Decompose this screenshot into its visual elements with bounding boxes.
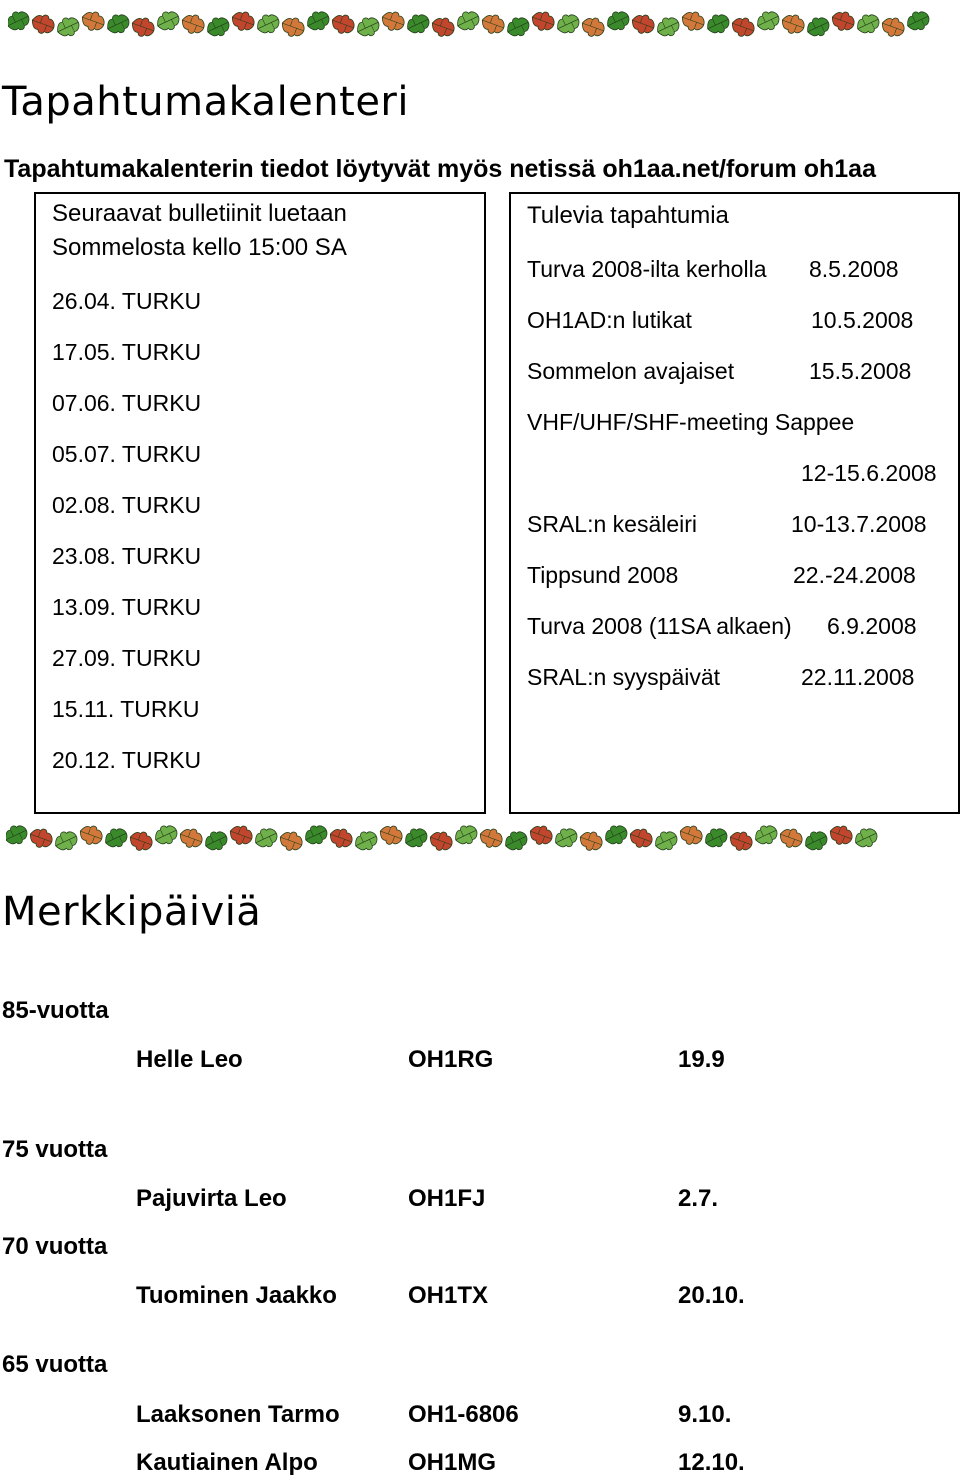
leaf-icon <box>704 11 733 38</box>
event-date: 8.5.2008 <box>809 256 899 282</box>
bulletin-item: 02.08. TURKU <box>52 492 202 518</box>
leaf-icon <box>377 822 405 848</box>
event-name: Turva 2008-ilta kerholla <box>527 256 767 282</box>
bulletin-item: 13.09. TURKU <box>52 594 202 620</box>
bulletin-item: 20.12. TURKU <box>52 747 202 773</box>
leaf-icon <box>102 825 131 852</box>
leaf-icon <box>179 11 207 37</box>
leaf-icon <box>379 8 407 34</box>
leaf-icon <box>129 14 157 40</box>
event-name: Turva 2008 (11SA alkaen) <box>527 613 792 639</box>
age-group-label: 65 vuotta <box>2 1351 108 1378</box>
anniversaries-title: Merkkipäiviä <box>2 889 262 935</box>
person-date: 19.9 <box>678 1046 725 1073</box>
leaf-icon <box>27 825 55 851</box>
leaf-icon <box>54 14 83 41</box>
age-group-label: 75 vuotta <box>2 1136 108 1163</box>
leaf-icon <box>702 825 731 852</box>
event-name: Tippsund 2008 <box>527 562 679 588</box>
leaf-border-top <box>8 4 936 44</box>
bulletin-box <box>34 192 486 814</box>
leaf-icon <box>6 822 30 849</box>
person-date: 12.10. <box>678 1449 745 1476</box>
leaf-icon <box>104 11 133 38</box>
leaf-icon <box>829 8 857 34</box>
leaf-icon <box>202 828 231 855</box>
event-name: VHF/UHF/SHF-meeting Sappee <box>527 409 855 435</box>
leaf-icon <box>604 8 633 35</box>
bulletin-item: 07.06. TURKU <box>52 390 202 416</box>
leaf-icon <box>654 14 683 41</box>
leaf-icon <box>577 828 605 854</box>
leaf-icon <box>904 8 933 35</box>
person-name: Helle Leo <box>136 1046 243 1073</box>
leaf-icon <box>502 828 531 855</box>
person-name: Tuominen Jaakko <box>136 1282 337 1309</box>
leaf-icon <box>127 828 155 854</box>
leaf-icon <box>429 14 457 40</box>
leaf-icon <box>427 828 455 854</box>
leaf-icon <box>479 11 507 37</box>
leaf-icon <box>602 822 631 849</box>
person-callsign: OH1-6806 <box>408 1401 519 1428</box>
leaf-icon <box>627 825 655 851</box>
leaf-icon <box>827 822 855 848</box>
leaf-icon <box>302 822 331 849</box>
leaf-icon <box>652 828 681 855</box>
event-date: 10.5.2008 <box>811 307 914 333</box>
leaf-border-divider <box>6 820 886 856</box>
page-title: Tapahtumakalenteri <box>2 79 409 125</box>
leaf-icon <box>727 828 755 854</box>
event-name: SRAL:n syyspäivät <box>527 664 721 690</box>
age-group-label: 85-vuotta <box>2 997 109 1024</box>
leaf-icon <box>352 828 381 855</box>
leaf-icon <box>852 825 881 852</box>
upcoming-heading: Tulevia tapahtumia <box>527 202 729 229</box>
leaf-icon <box>329 11 357 37</box>
event-date: 22.-24.2008 <box>793 562 916 588</box>
leaf-icon <box>452 822 481 849</box>
leaf-icon <box>327 825 355 851</box>
leaf-icon <box>754 8 783 35</box>
leaf-icon <box>477 825 505 851</box>
event-name: Sommelon avajaiset <box>527 358 735 384</box>
person-name: Pajuvirta Leo <box>136 1185 287 1212</box>
person-name: Kautiainen Alpo <box>136 1449 318 1476</box>
leaf-icon <box>527 822 555 848</box>
leaf-icon <box>402 825 431 852</box>
leaf-icon <box>52 828 81 855</box>
leaf-icon <box>579 14 607 40</box>
leaf-icon <box>552 825 581 852</box>
bulletin-heading-line1: Seuraavat bulletiinit luetaan <box>52 200 347 227</box>
event-date: 10-13.7.2008 <box>791 511 927 537</box>
event-date: 12-15.6.2008 <box>801 460 937 486</box>
person-date: 20.10. <box>678 1282 745 1309</box>
bulletin-item: 27.09. TURKU <box>52 645 202 671</box>
leaf-icon <box>777 825 805 851</box>
leaf-icon <box>404 11 433 38</box>
leaf-icon <box>152 822 181 849</box>
bulletin-item: 15.11. TURKU <box>52 696 200 722</box>
leaf-icon <box>204 14 233 41</box>
person-date: 2.7. <box>678 1185 719 1212</box>
leaf-icon <box>79 8 107 34</box>
person-callsign: OH1FJ <box>408 1185 486 1212</box>
leaf-icon <box>802 828 831 855</box>
leaf-icon <box>677 822 705 848</box>
bulletin-item: 05.07. TURKU <box>52 441 202 467</box>
leaf-icon <box>354 14 383 41</box>
leaf-icon <box>252 825 281 852</box>
leaf-icon <box>804 14 833 41</box>
bulletin-item: 17.05. TURKU <box>52 339 202 365</box>
event-date: 22.11.2008 <box>801 664 915 690</box>
leaf-icon <box>29 11 57 37</box>
leaf-icon <box>177 825 205 851</box>
person-callsign: OH1TX <box>408 1282 489 1309</box>
leaf-icon <box>554 11 583 38</box>
leaf-icon <box>879 14 907 40</box>
leaf-icon <box>154 8 183 35</box>
leaf-icon <box>279 14 307 40</box>
leaf-icon <box>629 11 657 37</box>
bulletin-heading-line2: Sommelosta kello 15:00 SA <box>52 234 347 261</box>
event-date: 6.9.2008 <box>827 613 917 639</box>
leaf-icon <box>8 8 32 35</box>
event-name: OH1AD:n lutikat <box>527 307 692 333</box>
leaf-icon <box>254 11 283 38</box>
leaf-icon <box>752 822 781 849</box>
leaf-icon <box>529 8 557 34</box>
leaf-icon <box>77 822 105 848</box>
leaf-icon <box>729 14 757 40</box>
leaf-icon <box>679 8 707 34</box>
leaf-icon <box>779 11 807 37</box>
leaf-icon <box>227 822 255 848</box>
event-date: 15.5.2008 <box>809 358 912 384</box>
calendar-subtitle: Tapahtumakalenterin tiedot löytyvät myös netissä oh1aa.net/forum oh1aa <box>4 155 876 183</box>
leaf-icon <box>504 14 533 41</box>
person-callsign: OH1RG <box>408 1046 494 1073</box>
bulletin-item: 23.08. TURKU <box>52 543 202 569</box>
person-name: Laaksonen Tarmo <box>136 1401 340 1428</box>
event-name: SRAL:n kesäleiri <box>527 511 698 537</box>
person-callsign: OH1MG <box>408 1449 497 1476</box>
person-date: 9.10. <box>678 1401 732 1428</box>
leaf-icon <box>854 11 883 38</box>
bulletin-item: 26.04. TURKU <box>52 288 202 314</box>
leaf-icon <box>277 828 305 854</box>
leaf-icon <box>304 8 333 35</box>
leaf-icon <box>454 8 483 35</box>
upcoming-events-box <box>509 192 960 814</box>
leaf-icon <box>229 8 257 34</box>
age-group-label: 70 vuotta <box>2 1233 108 1260</box>
